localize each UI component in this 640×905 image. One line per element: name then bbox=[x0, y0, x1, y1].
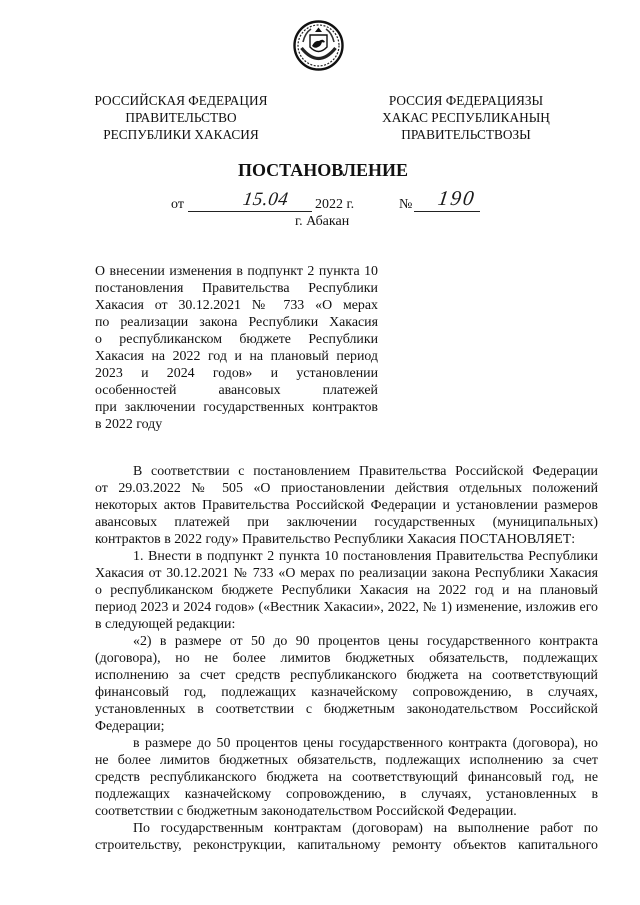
document-subject bbox=[95, 263, 378, 433]
date-underline bbox=[188, 211, 312, 212]
body-line: средств республиканского бюджета на соответствующий финансовый год, не bbox=[95, 770, 598, 785]
handwritten-date: 15.04 bbox=[241, 189, 290, 210]
header-left-line-government: ПРАВИТЕЛЬСТВО bbox=[125, 110, 237, 125]
subject-line: постановления Правительства Республики bbox=[95, 281, 378, 296]
header-right-block bbox=[366, 92, 566, 143]
subject-line: по реализации закона Республики Хакасия bbox=[95, 315, 378, 330]
body-line: Хакасия от 30.12.2021 № 733 «О мерах по реализации закона Республики Хакасия bbox=[95, 566, 598, 581]
body-line: период 2023 и 2024 годов» («Вестник Хакасии», 2022, № 1) изменение, изложив его bbox=[95, 600, 598, 615]
place-of-issue: г. Абакан bbox=[295, 214, 350, 229]
body-line: (договора), но не более лимитов бюджетных обязательств, подлежащих bbox=[95, 651, 598, 666]
document-title: ПОСТАНОВЛЕНИЕ bbox=[237, 160, 409, 180]
body-line: финансовый год, подлежащих казначейскому сопровождению, в случаях, bbox=[95, 685, 598, 700]
handwritten-number: 190 bbox=[436, 186, 478, 210]
header-right-line-government: ПРАВИТЕЛЬСТВОЗЫ bbox=[401, 127, 531, 142]
date-year: 2022 г. bbox=[315, 197, 355, 212]
body-line: По государственным контрактам (договорам) на выполнение работ по bbox=[133, 821, 598, 836]
body-line: соответствии с бюджетным законодательством Российской Федерации. bbox=[95, 804, 517, 819]
header-left-line-republic: РЕСПУБЛИКИ ХАКАСИЯ bbox=[103, 127, 259, 142]
subject-line: особенностей авансовых платежей bbox=[95, 383, 378, 398]
header-right-line-republic: ХАКАС РЕСПУБЛИКАНЫҢ bbox=[382, 110, 550, 125]
coat-of-arms-emblem bbox=[292, 19, 345, 72]
body-line: не более лимитов бюджетных обязательств, подлежащих исполнению за счет bbox=[95, 753, 598, 768]
subject-line: при заключении государственных контрактов bbox=[95, 400, 378, 415]
body-line: в размере до 50 процентов цены государственного контракта (договора), но bbox=[133, 736, 598, 751]
number-sign: № bbox=[399, 197, 413, 212]
body-paragraph-quoted-subitem bbox=[95, 633, 598, 735]
body-line: о республиканском бюджете Республики Хакасия на 2022 год и на плановый bbox=[95, 583, 598, 598]
body-line: некоторых актов Правительства Российской Федерации и установлении размеров bbox=[95, 498, 598, 513]
body-line: подлежащих казначейскому сопровождению, в случаях, установленных в bbox=[95, 787, 598, 802]
body-paragraph-preamble bbox=[95, 463, 598, 548]
body-line: 1. Внести в подпункт 2 пункта 10 постановления Правительства Республики bbox=[133, 549, 598, 564]
body-line: установленных в соответствии с бюджетным законодательством Российской bbox=[95, 702, 598, 717]
subject-line: 2023 и 2024 годов» и установлении bbox=[95, 366, 378, 381]
subject-line: Хакасия на 2022 год и на плановый период bbox=[95, 349, 378, 364]
body-paragraph-advance-up-to-50 bbox=[95, 735, 598, 820]
body-line: «2) в размере от 50 до 90 процентов цены государственного контракта bbox=[133, 634, 598, 649]
document-body bbox=[95, 463, 598, 854]
number-underline bbox=[414, 211, 480, 212]
body-line: в следующей редакции: bbox=[95, 617, 236, 632]
subject-line: Хакасия от 30.12.2021 № 733 «О мерах bbox=[95, 298, 378, 313]
header-right-line-country: РОССИЯ ФЕДЕРАЦИЯЗЫ bbox=[388, 93, 544, 108]
header-left-block bbox=[81, 92, 281, 143]
date-prefix: от bbox=[171, 197, 184, 212]
header-left-line-country: РОССИЙСКАЯ ФЕДЕРАЦИЯ bbox=[94, 93, 268, 108]
body-paragraph-construction-contracts bbox=[95, 820, 598, 854]
body-line: В соответствии с постановлением Правительства Российской Федерации bbox=[133, 464, 598, 479]
body-line: исполнению за счет средств республиканского бюджета на соответствующий bbox=[95, 668, 598, 683]
body-line: авансовых платежей при заключении государственных (муниципальных) bbox=[95, 515, 598, 530]
body-line: от 29.03.2022 № 505 «О приостановлении действия отдельных положений bbox=[95, 481, 598, 496]
body-line: контрактов в 2022 году» Правительство Республики Хакасия ПОСТАНОВЛЯЕТ: bbox=[95, 532, 576, 547]
body-line: Федерации; bbox=[95, 719, 165, 734]
subject-line: в 2022 году bbox=[95, 417, 163, 432]
body-line: строительству, реконструкции, капитальному ремонту объектов капитального bbox=[95, 838, 598, 853]
subject-line: О внесении изменения в подпункт 2 пункта 10 bbox=[95, 264, 378, 279]
subject-line: о республиканском бюджете Республики bbox=[95, 332, 378, 347]
body-paragraph-item-1 bbox=[95, 548, 598, 633]
